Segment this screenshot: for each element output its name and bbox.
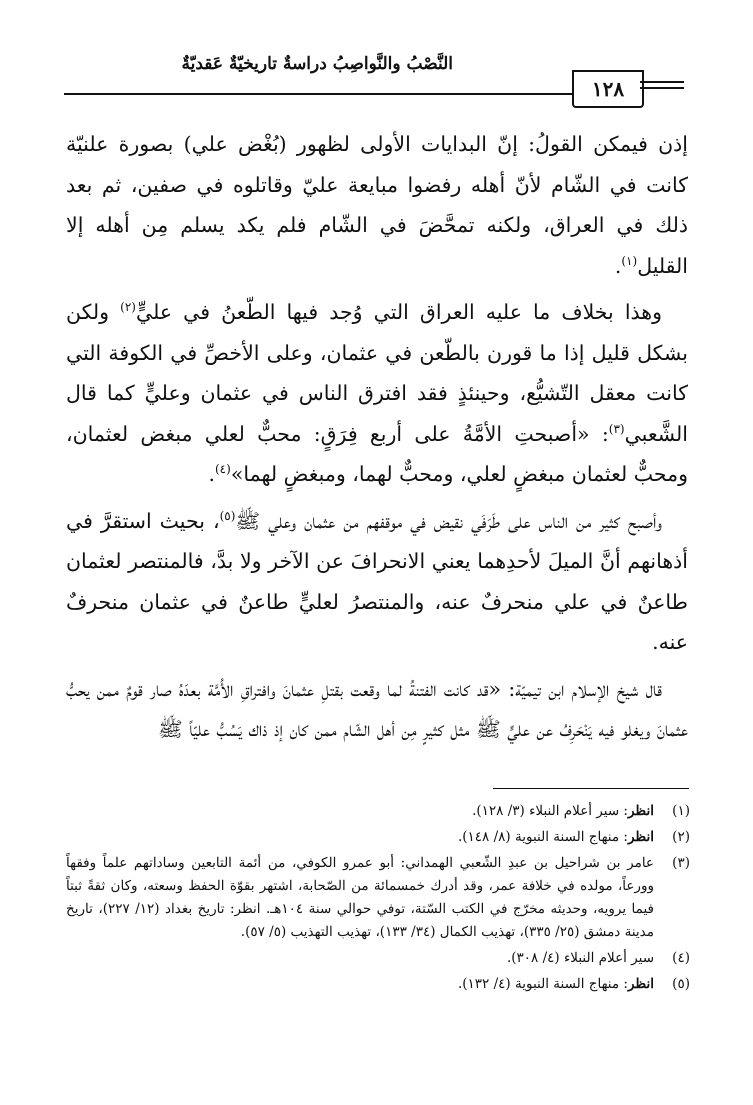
page-number: ١٢٨ [572, 70, 644, 108]
footnote-ref-2: (٢) [120, 300, 136, 315]
footnote-2: (٢) انظر: منهاج السنة النبوية (٨/ ١٤٨). [457, 829, 690, 845]
footnote-ref-3: (٣) [608, 421, 625, 436]
footnote-1: (١) انظر: سير أعلام النبلاء (٣/ ١٢٨). [472, 803, 690, 819]
footnote-5: (٥) انظر: منهاج السنة النبوية (٤/ ١٣٢). [457, 976, 690, 992]
header-rule [64, 93, 625, 95]
footnotes [66, 800, 690, 999]
footnote-3: (٣) عامر بن شراحيل بن عبدِ الشّعبي الهمداني: أبو عمرو الكوفي، من أئمة التابعين وساداتهم علماً وفقهاً وورعاً، مولده في خلافة عمر، وقد أدرك خمسمائة من الصّحابة، اشتهر بقوّة الحفظ وسعته، وكان ثقةً ثبتاً فيما يرويه، وحديثه مخرّج في الكتب السّتة، توفي حوالي سنة ١٠٤هـ. انظر: تاريخ بغداد (١٢/ ٢٢٧)، تاريخ مدينة دمشق (٢٥/ ٣٣٥)، تهذيب الكمال (٣٤/ ١٣٣)، تهذيب التهذيب (٥/ ٥٧). [66, 855, 690, 940]
main-text [66, 124, 688, 756]
footnote-ref-1: (١) [621, 253, 638, 268]
footnote-4: (٤) سير أعلام النبلاء (٤/ ٣٠٨). [506, 950, 690, 966]
paragraph-2: وهذا بخلاف ما عليه العراق التي وُجد فيها الطّعنُ في عليٍّ$^{(٢)}$ ولكن بشكل قليل إذا ما قورن بالطّعن في عثمان، وعلى الأخصِّ في الكوفة التي كانت معقل التّشيُّع، وحينئذٍ فقد افترق الناس في عثمان وعليٍّ كما قال الشَّعبي$^{(٣)}$: «أصبحتِ الأمَّةُ على أربع فِرَقٍ: محبٌّ لعلي مبغض لعثمان، ومحبٌّ لعثمان مبغضٍ لعلي، ومحبٌّ لهما، ومبغضٍ لهما»$^{(٤)}$. [66, 300, 688, 486]
footnote-ref-4: (٤) [214, 462, 231, 477]
paragraph-3: وأصبح كثير من الناس على طَرَفَي نقيض في موقفهم من عثمان وعلي ﷺ$^{(٥)}$، بحيث استقرَّ في أذهانهم أنَّ الميلَ لأحدِهما يعني الانحرافَ عن الآخر ولا بدَّ، فالمنتصر لعثمان طاعنٌ في علي منحرفٌ عنه، والمنتصرُ لعليٍّ طاعنٌ في عثمان منحرفٌ عنه. [66, 508, 688, 654]
footnote-ref-5: (٥) [219, 508, 236, 523]
running-header-title: النَّصْبُ والنَّواصِبُ دراسةٌ تاريخيّةٌ عَقديّةٌ [181, 54, 453, 74]
header-ornament-icon [640, 72, 684, 98]
footnote-rule [493, 788, 689, 789]
paragraph-1: إذن فيمكن القولُ: إنّ البدايات الأولى لظهور (بُغْض علي) بصورة علنيّة كانت في الشّام لأنّ أهله رفضوا مبايعة عليّ وقاتلوه في صفين، ثم بعد ذلك في العراق، ولكنه تمحَّضَ في الشّام فلم يكد يسلم مِن أهله إلا القليل$^{(١)}$. [66, 132, 688, 278]
paragraph-4: قال شيخ الإسلام ابن تيميّة: «قد كانت الفتنةُ لما وقعت بقتلِ عثمانَ وافتراقِ الأُمَّة بعدَهُ صار قومٌ ممن يحبُّ عثمانَ ويغلو فيه يَنْحَرِفُ عن عليٍّ ﷺ مثل كثيرٍ مِن أهل الشّام ممن كان إذ ذاك يَسُبُّ عليّاً ﷺ [66, 676, 688, 741]
